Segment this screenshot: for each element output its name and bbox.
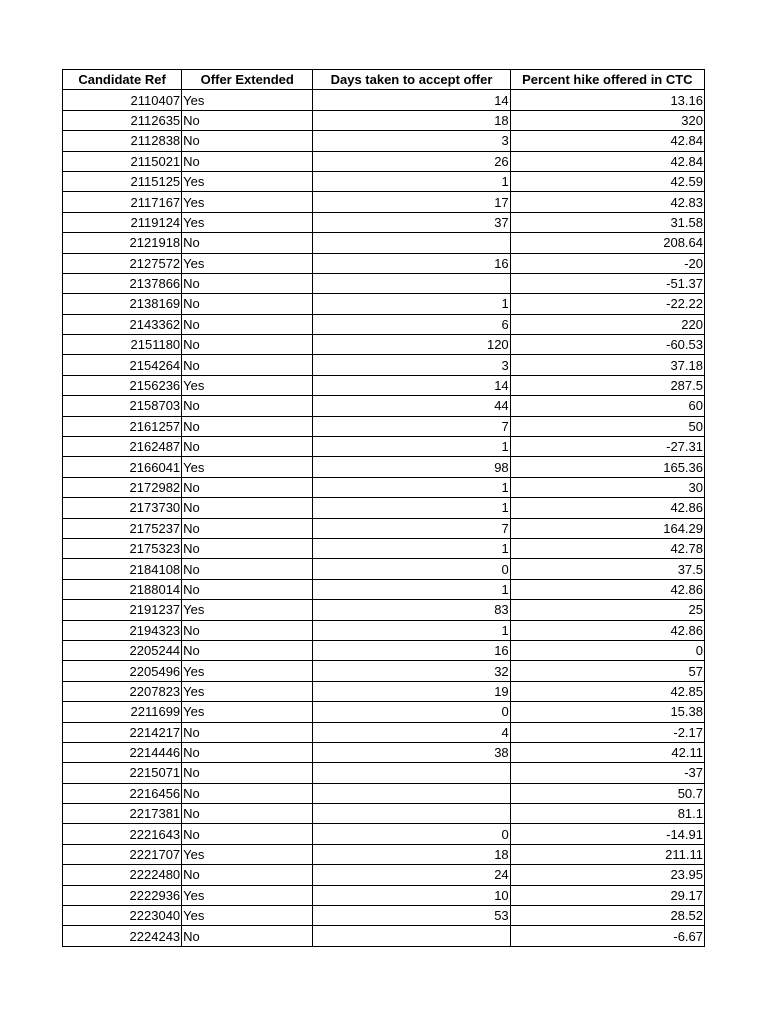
column-header-candidate-ref: Candidate Ref bbox=[63, 70, 182, 90]
days-to-accept-cell: 1 bbox=[313, 171, 510, 191]
days-to-accept-cell bbox=[313, 273, 510, 293]
days-to-accept-cell: 18 bbox=[313, 110, 510, 130]
percent-hike-cell: 60 bbox=[510, 396, 704, 416]
offer-extended-cell: No bbox=[182, 742, 313, 762]
days-to-accept-cell: 98 bbox=[313, 457, 510, 477]
percent-hike-cell: -6.67 bbox=[510, 926, 704, 946]
offer-extended-cell: No bbox=[182, 620, 313, 640]
table-row bbox=[63, 437, 705, 457]
candidate-ref-cell: 2162487 bbox=[63, 437, 182, 457]
candidate-ref-cell: 2117167 bbox=[63, 192, 182, 212]
percent-hike-cell: 42.11 bbox=[510, 742, 704, 762]
table-row bbox=[63, 192, 705, 212]
days-to-accept-cell: 14 bbox=[313, 90, 510, 110]
offer-extended-cell: No bbox=[182, 538, 313, 558]
candidate-ref-cell: 2211699 bbox=[63, 702, 182, 722]
offer-extended-cell: No bbox=[182, 804, 313, 824]
candidate-ref-cell: 2217381 bbox=[63, 804, 182, 824]
candidate-ref-cell: 2112635 bbox=[63, 110, 182, 130]
percent-hike-cell: 42.85 bbox=[510, 681, 704, 701]
offer-extended-cell: Yes bbox=[182, 90, 313, 110]
days-to-accept-cell: 6 bbox=[313, 314, 510, 334]
candidate-ref-cell: 2156236 bbox=[63, 375, 182, 395]
table-row bbox=[63, 171, 705, 191]
days-to-accept-cell: 26 bbox=[313, 151, 510, 171]
candidate-ref-cell: 2151180 bbox=[63, 335, 182, 355]
percent-hike-cell: 42.86 bbox=[510, 498, 704, 518]
percent-hike-cell: 220 bbox=[510, 314, 704, 334]
table-row bbox=[63, 600, 705, 620]
percent-hike-cell: 42.84 bbox=[510, 151, 704, 171]
percent-hike-cell: 287.5 bbox=[510, 375, 704, 395]
offer-extended-cell: No bbox=[182, 335, 313, 355]
table-row bbox=[63, 90, 705, 110]
offer-extended-cell: Yes bbox=[182, 253, 313, 273]
days-to-accept-cell: 17 bbox=[313, 192, 510, 212]
days-to-accept-cell: 120 bbox=[313, 335, 510, 355]
offer-extended-cell: No bbox=[182, 233, 313, 253]
offer-extended-cell: No bbox=[182, 355, 313, 375]
offer-extended-cell: No bbox=[182, 294, 313, 314]
days-to-accept-cell: 19 bbox=[313, 681, 510, 701]
days-to-accept-cell: 0 bbox=[313, 702, 510, 722]
offer-extended-cell: Yes bbox=[182, 661, 313, 681]
table-row bbox=[63, 518, 705, 538]
candidate-ref-cell: 2175323 bbox=[63, 538, 182, 558]
offer-extended-cell: Yes bbox=[182, 375, 313, 395]
table-row bbox=[63, 273, 705, 293]
percent-hike-cell: 320 bbox=[510, 110, 704, 130]
days-to-accept-cell: 0 bbox=[313, 824, 510, 844]
candidate-ref-cell: 2188014 bbox=[63, 579, 182, 599]
days-to-accept-cell: 16 bbox=[313, 640, 510, 660]
days-to-accept-cell: 7 bbox=[313, 416, 510, 436]
table-row bbox=[63, 498, 705, 518]
column-header-percent-hike: Percent hike offered in CTC bbox=[510, 70, 704, 90]
candidate-ref-cell: 2214217 bbox=[63, 722, 182, 742]
table-row bbox=[63, 722, 705, 742]
days-to-accept-cell: 1 bbox=[313, 477, 510, 497]
days-to-accept-cell: 1 bbox=[313, 294, 510, 314]
candidate-ref-cell: 2205244 bbox=[63, 640, 182, 660]
offer-extended-cell: Yes bbox=[182, 906, 313, 926]
offer-extended-cell: No bbox=[182, 722, 313, 742]
offer-extended-cell: No bbox=[182, 151, 313, 171]
percent-hike-cell: -20 bbox=[510, 253, 704, 273]
table-row bbox=[63, 559, 705, 579]
percent-hike-cell: 23.95 bbox=[510, 865, 704, 885]
days-to-accept-cell: 3 bbox=[313, 355, 510, 375]
percent-hike-cell: 164.29 bbox=[510, 518, 704, 538]
table-row bbox=[63, 885, 705, 905]
days-to-accept-cell: 32 bbox=[313, 661, 510, 681]
table-row bbox=[63, 579, 705, 599]
days-to-accept-cell: 3 bbox=[313, 131, 510, 151]
table-row bbox=[63, 253, 705, 273]
data-table bbox=[62, 69, 705, 947]
table-row bbox=[63, 906, 705, 926]
offer-extended-cell: Yes bbox=[182, 171, 313, 191]
offer-extended-cell: No bbox=[182, 824, 313, 844]
candidate-ref-cell: 2194323 bbox=[63, 620, 182, 640]
candidate-ref-cell: 2112838 bbox=[63, 131, 182, 151]
offer-extended-cell: No bbox=[182, 273, 313, 293]
percent-hike-cell: 29.17 bbox=[510, 885, 704, 905]
table-row bbox=[63, 640, 705, 660]
candidate-ref-cell: 2158703 bbox=[63, 396, 182, 416]
days-to-accept-cell bbox=[313, 233, 510, 253]
percent-hike-cell: 13.16 bbox=[510, 90, 704, 110]
days-to-accept-cell: 53 bbox=[313, 906, 510, 926]
offer-extended-cell: Yes bbox=[182, 702, 313, 722]
candidate-ref-cell: 2143362 bbox=[63, 314, 182, 334]
table-row bbox=[63, 844, 705, 864]
offer-extended-cell: Yes bbox=[182, 844, 313, 864]
days-to-accept-cell: 7 bbox=[313, 518, 510, 538]
percent-hike-cell: 37.5 bbox=[510, 559, 704, 579]
offer-extended-cell: No bbox=[182, 865, 313, 885]
table-row bbox=[63, 702, 705, 722]
percent-hike-cell: 42.86 bbox=[510, 620, 704, 640]
percent-hike-cell: -2.17 bbox=[510, 722, 704, 742]
offer-extended-cell: No bbox=[182, 396, 313, 416]
offer-extended-cell: No bbox=[182, 416, 313, 436]
candidate-ref-cell: 2221707 bbox=[63, 844, 182, 864]
percent-hike-cell: 30 bbox=[510, 477, 704, 497]
days-to-accept-cell bbox=[313, 926, 510, 946]
days-to-accept-cell: 0 bbox=[313, 559, 510, 579]
candidate-ref-cell: 2221643 bbox=[63, 824, 182, 844]
offer-extended-cell: No bbox=[182, 314, 313, 334]
offer-extended-cell: Yes bbox=[182, 192, 313, 212]
offer-extended-cell: No bbox=[182, 498, 313, 518]
candidate-ref-cell: 2166041 bbox=[63, 457, 182, 477]
candidate-ref-cell: 2172982 bbox=[63, 477, 182, 497]
days-to-accept-cell: 1 bbox=[313, 538, 510, 558]
table-row bbox=[63, 477, 705, 497]
candidate-ref-cell: 2115125 bbox=[63, 171, 182, 191]
days-to-accept-cell: 37 bbox=[313, 212, 510, 232]
percent-hike-cell: 81.1 bbox=[510, 804, 704, 824]
days-to-accept-cell: 18 bbox=[313, 844, 510, 864]
table-row bbox=[63, 804, 705, 824]
candidate-ref-cell: 2205496 bbox=[63, 661, 182, 681]
offer-extended-cell: Yes bbox=[182, 681, 313, 701]
candidate-ref-cell: 2119124 bbox=[63, 212, 182, 232]
offer-extended-cell: No bbox=[182, 640, 313, 660]
percent-hike-cell: -14.91 bbox=[510, 824, 704, 844]
days-to-accept-cell: 1 bbox=[313, 437, 510, 457]
candidate-ref-cell: 2127572 bbox=[63, 253, 182, 273]
percent-hike-cell: -60.53 bbox=[510, 335, 704, 355]
percent-hike-cell: 42.78 bbox=[510, 538, 704, 558]
days-to-accept-cell: 10 bbox=[313, 885, 510, 905]
percent-hike-cell: 42.86 bbox=[510, 579, 704, 599]
table-row bbox=[63, 233, 705, 253]
column-header-days-to-accept: Days taken to accept offer bbox=[313, 70, 510, 90]
candidate-ref-cell: 2154264 bbox=[63, 355, 182, 375]
candidate-ref-cell: 2161257 bbox=[63, 416, 182, 436]
percent-hike-cell: 25 bbox=[510, 600, 704, 620]
percent-hike-cell: 0 bbox=[510, 640, 704, 660]
candidate-ref-cell: 2207823 bbox=[63, 681, 182, 701]
days-to-accept-cell: 14 bbox=[313, 375, 510, 395]
offer-extended-cell: Yes bbox=[182, 457, 313, 477]
offer-extended-cell: No bbox=[182, 437, 313, 457]
table-row bbox=[63, 314, 705, 334]
table-row bbox=[63, 416, 705, 436]
table-row bbox=[63, 375, 705, 395]
table-row bbox=[63, 661, 705, 681]
offer-extended-cell: No bbox=[182, 110, 313, 130]
percent-hike-cell: 37.18 bbox=[510, 355, 704, 375]
percent-hike-cell: 42.84 bbox=[510, 131, 704, 151]
table-row bbox=[63, 824, 705, 844]
candidate-ref-cell: 2121918 bbox=[63, 233, 182, 253]
percent-hike-cell: 208.64 bbox=[510, 233, 704, 253]
header-row bbox=[63, 70, 705, 90]
table-row bbox=[63, 681, 705, 701]
offer-extended-cell: No bbox=[182, 783, 313, 803]
percent-hike-cell: 50 bbox=[510, 416, 704, 436]
table-row bbox=[63, 763, 705, 783]
days-to-accept-cell bbox=[313, 783, 510, 803]
table-body bbox=[63, 90, 705, 946]
percent-hike-cell: 211.11 bbox=[510, 844, 704, 864]
percent-hike-cell: 42.59 bbox=[510, 171, 704, 191]
table-row bbox=[63, 212, 705, 232]
table-row bbox=[63, 742, 705, 762]
percent-hike-cell: 28.52 bbox=[510, 906, 704, 926]
offer-extended-cell: No bbox=[182, 926, 313, 946]
candidate-ref-cell: 2222480 bbox=[63, 865, 182, 885]
candidate-ref-cell: 2138169 bbox=[63, 294, 182, 314]
days-to-accept-cell: 4 bbox=[313, 722, 510, 742]
percent-hike-cell: 31.58 bbox=[510, 212, 704, 232]
days-to-accept-cell: 1 bbox=[313, 620, 510, 640]
days-to-accept-cell bbox=[313, 804, 510, 824]
candidate-ref-cell: 2223040 bbox=[63, 906, 182, 926]
percent-hike-cell: -51.37 bbox=[510, 273, 704, 293]
percent-hike-cell: -22.22 bbox=[510, 294, 704, 314]
candidate-ref-cell: 2191237 bbox=[63, 600, 182, 620]
candidate-ref-cell: 2216456 bbox=[63, 783, 182, 803]
percent-hike-cell: 50.7 bbox=[510, 783, 704, 803]
candidate-ref-cell: 2173730 bbox=[63, 498, 182, 518]
offer-extended-cell: No bbox=[182, 763, 313, 783]
offer-extended-cell: No bbox=[182, 477, 313, 497]
offer-extended-cell: No bbox=[182, 518, 313, 538]
days-to-accept-cell bbox=[313, 763, 510, 783]
table-row bbox=[63, 131, 705, 151]
offer-extended-cell: No bbox=[182, 131, 313, 151]
days-to-accept-cell: 44 bbox=[313, 396, 510, 416]
days-to-accept-cell: 16 bbox=[313, 253, 510, 273]
table-row bbox=[63, 783, 705, 803]
offer-extended-cell: No bbox=[182, 559, 313, 579]
candidate-ref-cell: 2175237 bbox=[63, 518, 182, 538]
percent-hike-cell: -37 bbox=[510, 763, 704, 783]
candidate-ref-cell: 2215071 bbox=[63, 763, 182, 783]
table-row bbox=[63, 620, 705, 640]
days-to-accept-cell: 38 bbox=[313, 742, 510, 762]
table-row bbox=[63, 457, 705, 477]
column-header-offer-extended: Offer Extended bbox=[182, 70, 313, 90]
percent-hike-cell: 15.38 bbox=[510, 702, 704, 722]
days-to-accept-cell: 1 bbox=[313, 498, 510, 518]
offer-extended-cell: Yes bbox=[182, 885, 313, 905]
days-to-accept-cell: 1 bbox=[313, 579, 510, 599]
offer-extended-cell: Yes bbox=[182, 600, 313, 620]
table-row bbox=[63, 926, 705, 946]
days-to-accept-cell: 83 bbox=[313, 600, 510, 620]
table-row bbox=[63, 151, 705, 171]
candidate-ref-cell: 2184108 bbox=[63, 559, 182, 579]
table-row bbox=[63, 538, 705, 558]
table-row bbox=[63, 865, 705, 885]
table-row bbox=[63, 355, 705, 375]
days-to-accept-cell: 24 bbox=[313, 865, 510, 885]
offer-extended-cell: No bbox=[182, 579, 313, 599]
percent-hike-cell: -27.31 bbox=[510, 437, 704, 457]
table-row bbox=[63, 110, 705, 130]
percent-hike-cell: 42.83 bbox=[510, 192, 704, 212]
candidate-ref-cell: 2222936 bbox=[63, 885, 182, 905]
offer-extended-cell: Yes bbox=[182, 212, 313, 232]
table-row bbox=[63, 294, 705, 314]
percent-hike-cell: 165.36 bbox=[510, 457, 704, 477]
table-row bbox=[63, 335, 705, 355]
candidate-ref-cell: 2115021 bbox=[63, 151, 182, 171]
candidate-ref-cell: 2137866 bbox=[63, 273, 182, 293]
percent-hike-cell: 57 bbox=[510, 661, 704, 681]
candidate-ref-cell: 2110407 bbox=[63, 90, 182, 110]
candidate-ref-cell: 2224243 bbox=[63, 926, 182, 946]
candidate-ref-cell: 2214446 bbox=[63, 742, 182, 762]
table-row bbox=[63, 396, 705, 416]
